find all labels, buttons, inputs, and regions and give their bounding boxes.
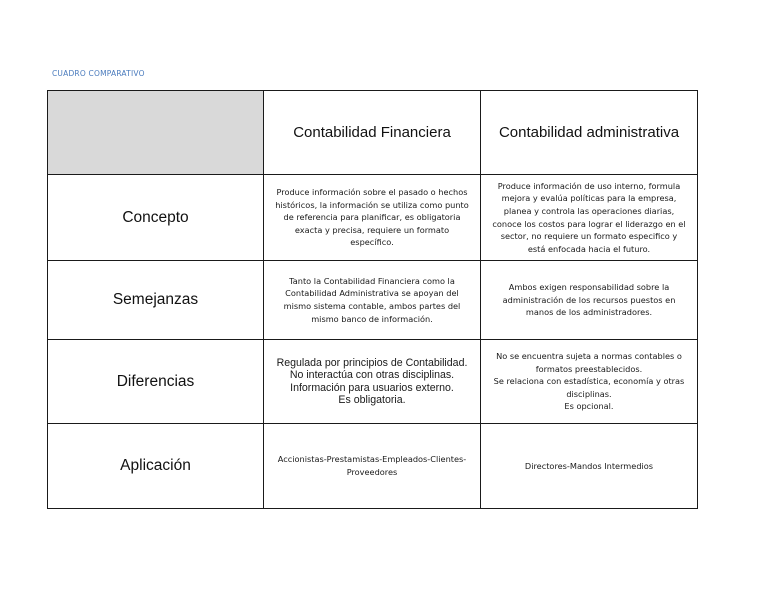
cell-text: Regulada por principios de Contabilidad. No interactúa con otras disciplinas. Información para usuarios externo. Es obligatoria. (276, 356, 468, 406)
cell-semejanzas-financiera (264, 261, 481, 340)
cell-text: Ambos exigen responsabilidad sobre la administración de los recursos puestos en manos de los administradores. (502, 282, 676, 318)
cell-text: Directores-Mandos Intermedios (524, 460, 654, 471)
cell-text: Produce información de uso interno, formula mejora y evalúa políticas para la empresa, planea y controla las operaciones diarias, conoce los costos para lograr el liderazgo en el sector, no requiere un formato especifico y está enfocada hacia el futuro. (492, 180, 686, 254)
cell-semejanzas-administrativa (481, 261, 698, 340)
comparison-table (47, 90, 698, 509)
document-title: CUADRO COMPARATIVO (52, 69, 145, 78)
table-row-diferencias (48, 340, 698, 424)
table-corner-cell (48, 91, 264, 175)
row-label-concepto: Concepto (48, 175, 264, 261)
row-label-aplicacion: Aplicación (48, 424, 264, 509)
cell-text: Produce información sobre el pasado o hechos históricos, la información se utiliza como punto de referencia para planificar, es obligatoria exacta y precisa, requiere un formato específico. (275, 187, 469, 248)
cell-text: No se encuentra sujeta a normas contables o formatos preestablecidos. Se relaciona con estadística, economía y otras disciplinas. Es opcional. (493, 351, 685, 412)
table-row-semejanzas (48, 261, 698, 340)
cell-aplicacion-financiera (264, 424, 481, 509)
cell-diferencias-administrativa (481, 340, 698, 424)
cell-diferencias-financiera (264, 340, 481, 424)
cell-text: Tanto la Contabilidad Financiera como la Contabilidad Administrativa se apoyan del mismo sistema contable, ambos partes del mismo banco de información. (283, 275, 461, 324)
cell-aplicacion-administrativa (481, 424, 698, 509)
table-row-aplicacion (48, 424, 698, 509)
cell-text: Accionistas-Prestamistas-Empleados-Clientes- Proveedores (277, 454, 467, 477)
row-label-diferencias: Diferencias (48, 340, 264, 424)
table-header-row (48, 91, 698, 175)
row-label-semejanzas: Semejanzas (48, 261, 264, 340)
cell-concepto-administrativa (481, 175, 698, 261)
table-row-concepto (48, 175, 698, 261)
column-header-administrativa: Contabilidad administrativa (481, 91, 698, 175)
column-header-financiera: Contabilidad Financiera (264, 91, 481, 175)
cell-concepto-financiera (264, 175, 481, 261)
